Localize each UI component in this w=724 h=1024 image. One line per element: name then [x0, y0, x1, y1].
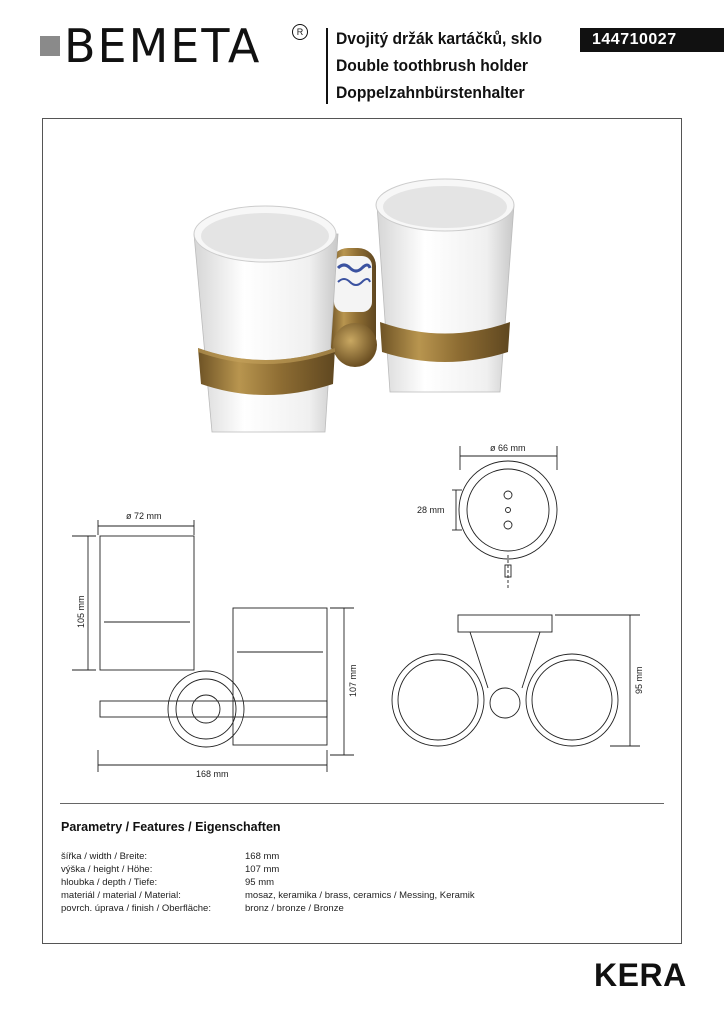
dim-total-width: 168 mm — [196, 769, 229, 779]
param-value: mosaz, keramika / brass, ceramics / Messing, Keramik — [245, 890, 475, 901]
param-label: povrch. úprava / finish / Oberfläche: — [61, 903, 211, 914]
title-cz: Dvojitý držák kartáčků, sklo — [336, 29, 543, 48]
param-label: výška / height / Höhe: — [61, 864, 153, 875]
registered-mark-icon: R — [292, 24, 308, 40]
top-view-drawing — [452, 446, 557, 590]
param-value: 95 mm — [245, 877, 275, 888]
title-de: Doppelzahnbürstenhalter — [336, 83, 525, 102]
param-value: 168 mm — [245, 851, 280, 862]
product-code-badge: 144710027 — [580, 28, 724, 52]
parameters-title: Parametry / Features / Eigenschaften — [61, 820, 281, 834]
series-name: KERA — [594, 957, 687, 993]
brand-name: BEMETA — [64, 19, 262, 73]
product-photo — [194, 179, 514, 432]
dim-cup-diameter: ø 72 mm — [126, 511, 162, 521]
param-label: hloubka / depth / Tiefe: — [61, 877, 158, 888]
dim-top-diameter: ø 66 mm — [490, 443, 526, 453]
param-label: šířka / width / Breite: — [61, 851, 148, 862]
param-value: bronz / bronze / Bronze — [245, 903, 344, 914]
side-view-drawing — [72, 520, 354, 772]
dim-depth: 95 mm — [634, 666, 644, 694]
dim-hole-spacing: 28 mm — [417, 505, 445, 515]
dim-total-height: 107 mm — [348, 664, 358, 697]
title-en: Double toothbrush holder — [336, 56, 529, 75]
plan-view-drawing — [392, 615, 640, 746]
param-label: materiál / material / Material: — [61, 890, 181, 901]
param-value: 107 mm — [245, 864, 280, 875]
parameters-divider — [60, 803, 664, 804]
dim-cup-height: 105 mm — [76, 595, 86, 628]
